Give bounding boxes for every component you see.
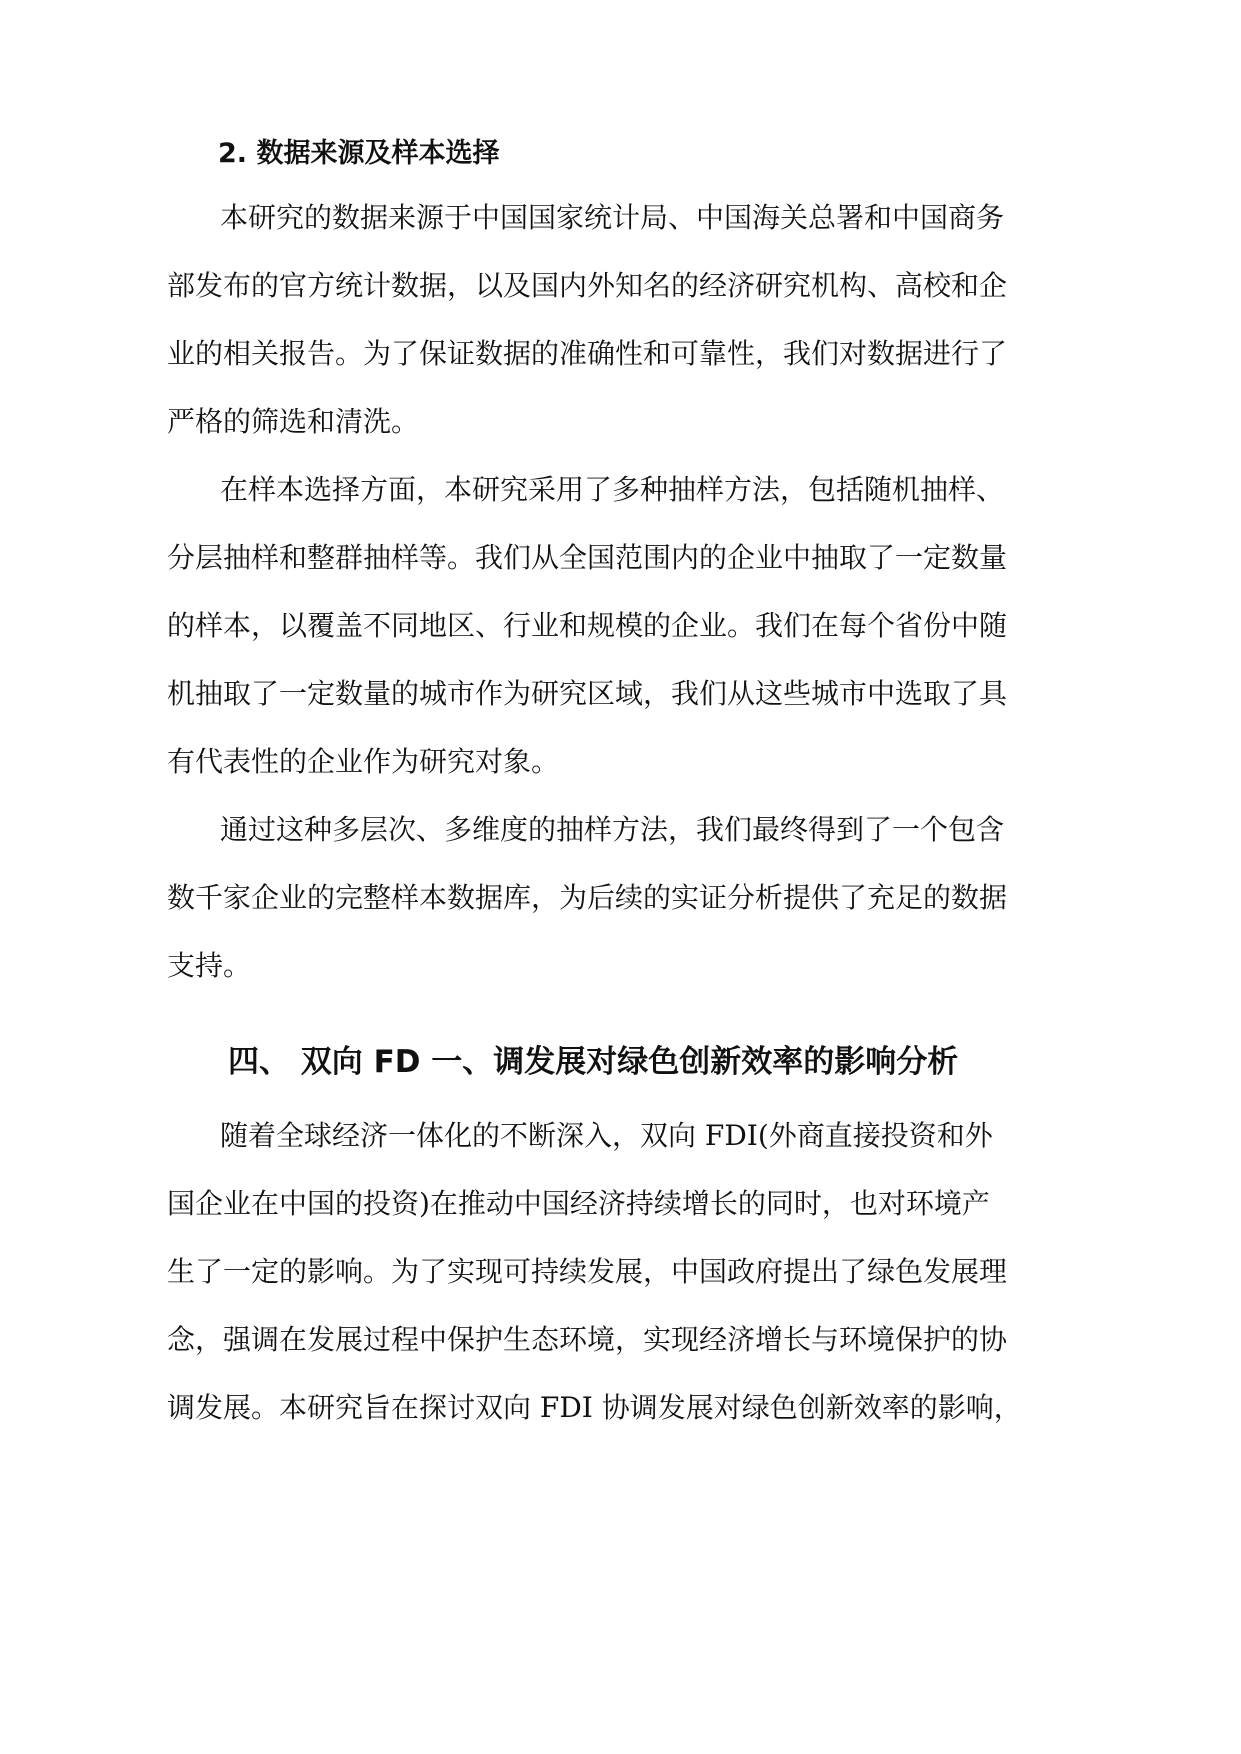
paragraph-line: 机抽取了一定数量的城市作为研究区域，我们从这些城市中选取了具 <box>167 677 1008 710</box>
paragraph-line: 念，强调在发展过程中保护生态环境，实现经济增长与环境保护的协 <box>167 1323 1008 1356</box>
paragraph-line: 的样本，以覆盖不同地区、行业和规模的企业。我们在每个省份中随 <box>167 609 1008 642</box>
paragraph-line: 国企业在中国的投资)在推动中国经济持续增长的同时，也对环境产 <box>167 1187 990 1220</box>
paragraph-line: 在样本选择方面，本研究采用了多种抽样方法，包括随机抽样、 <box>220 473 1005 506</box>
paragraph-line: 严格的筛选和清洗。 <box>167 405 420 438</box>
paragraph-line: 随着全球经济一体化的不断深入，双向 FDI(外商直接投资和外 <box>220 1119 993 1152</box>
paragraph-line: 调发展。本研究旨在探讨双向 FDI 协调发展对绿色创新效率的影响， <box>167 1391 1022 1424</box>
paragraph-line: 支持。 <box>167 949 252 982</box>
paragraph-line: 本研究的数据来源于中国国家统计局、中国海关总署和中国商务 <box>220 201 1005 234</box>
section-2-title: 2. 数据来源及样本选择 <box>218 138 500 169</box>
paragraph-line: 数千家企业的完整样本数据库，为后续的实证分析提供了充足的数据 <box>167 881 1008 914</box>
paragraph-line: 通过这种多层次、多维度的抽样方法，我们最终得到了一个包含 <box>220 813 1005 846</box>
paragraph-line: 生了一定的影响。为了实现可持续发展，中国政府提出了绿色发展理 <box>167 1255 1008 1288</box>
paragraph-line: 有代表性的企业作为研究对象。 <box>167 745 560 778</box>
paragraph-line: 分层抽样和整群抽样等。我们从全国范围内的企业中抽取了一定数量 <box>167 541 1008 574</box>
paragraph-line: 部发布的官方统计数据，以及国内外知名的经济研究机构、高校和企 <box>167 269 1008 302</box>
section-4-title: 四、 双向 FD 一、调发展对绿色创新效率的影响分析 <box>228 1044 959 1080</box>
paragraph-line: 业的相关报告。为了保证数据的准确性和可靠性，我们对数据进行了 <box>167 337 1008 370</box>
